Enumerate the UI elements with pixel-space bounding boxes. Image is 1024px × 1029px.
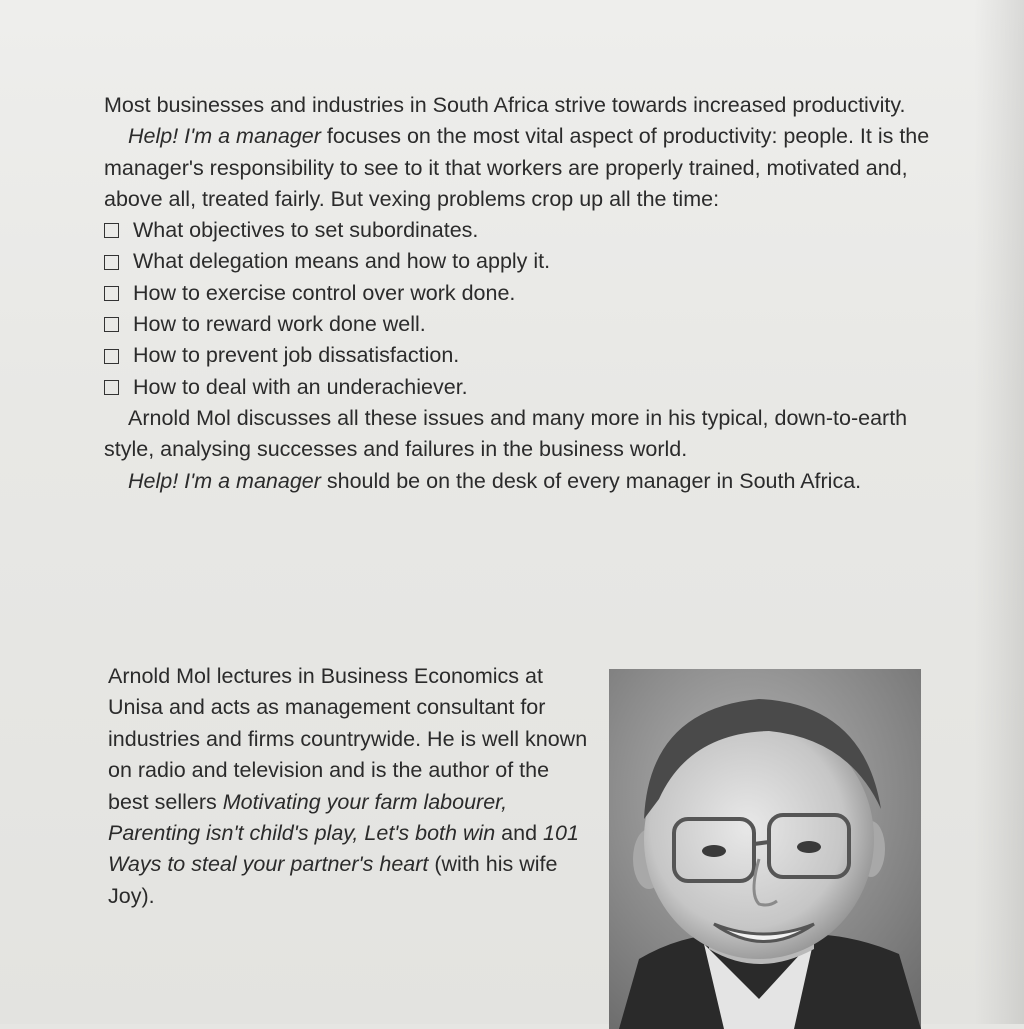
intro-paragraph: Most businesses and industries in South Africa strive towards increased productivity.: [104, 93, 906, 117]
list-item: [104, 340, 944, 371]
bio-text: (with his wife Joy).: [108, 852, 558, 908]
list-item-label: What objectives to set subordinates.: [133, 218, 479, 243]
book-title: Let's both win: [364, 821, 496, 846]
author-bio: [108, 661, 588, 912]
list-item-label: How to prevent job dissatisfaction.: [133, 343, 460, 368]
checkbox-icon: [104, 380, 119, 395]
problem-list: [104, 215, 944, 403]
author-portrait-icon: [609, 669, 921, 1029]
book-title: Parenting isn't child's play,: [108, 821, 359, 846]
discusses-paragraph: Arnold Mol discusses all these issues and many more in his typical, down-to-earth style, analysing successes and failures in the business world.: [104, 405, 908, 462]
closing-paragraph: [104, 466, 944, 497]
cover-edge-shadow: [974, 0, 1024, 1024]
checkbox-icon: [104, 223, 119, 238]
checkbox-icon: [104, 255, 119, 270]
closing-text: should be on the desk of every manager in South Africa.: [320, 468, 862, 493]
list-item: [104, 246, 944, 277]
bio-paragraph: [108, 661, 588, 912]
list-item-label: How to deal with an underachiever.: [133, 374, 468, 399]
list-item: [104, 215, 944, 246]
list-item-label: How to exercise control over work done.: [133, 280, 516, 305]
book-title: Help! I'm a manager: [128, 468, 321, 493]
book-title: 101 Ways to steal your partner's heart: [108, 821, 579, 877]
author-photo: [609, 669, 921, 1029]
focus-text: focuses on the most vital aspect of productivity: people. It is the manager's responsibility to see to it that workers are properly trained, motivated and, above all, treated fairly. But vexing problems crop up all the time:: [104, 124, 930, 211]
book-title: Motivating your farm labourer,: [222, 789, 508, 814]
list-item-label: How to reward work done well.: [133, 312, 426, 337]
checkbox-icon: [104, 286, 119, 301]
list-item: [104, 278, 944, 309]
bio-text: Arnold Mol lectures in Business Economics at Unisa and acts as management consultant for industries and firms countrywide. He is well known on radio and television and is the author of the best sellers: [108, 664, 588, 814]
focus-paragraph: [104, 121, 944, 215]
checkbox-icon: [104, 349, 119, 364]
list-item: [104, 372, 944, 403]
checkbox-icon: [104, 317, 119, 332]
book-title: Help! I'm a manager: [128, 124, 321, 149]
list-item: [104, 309, 944, 340]
list-item-label: What delegation means and how to apply it.: [133, 249, 551, 274]
blurb-text: [104, 90, 944, 497]
bio-text: and: [495, 821, 544, 846]
